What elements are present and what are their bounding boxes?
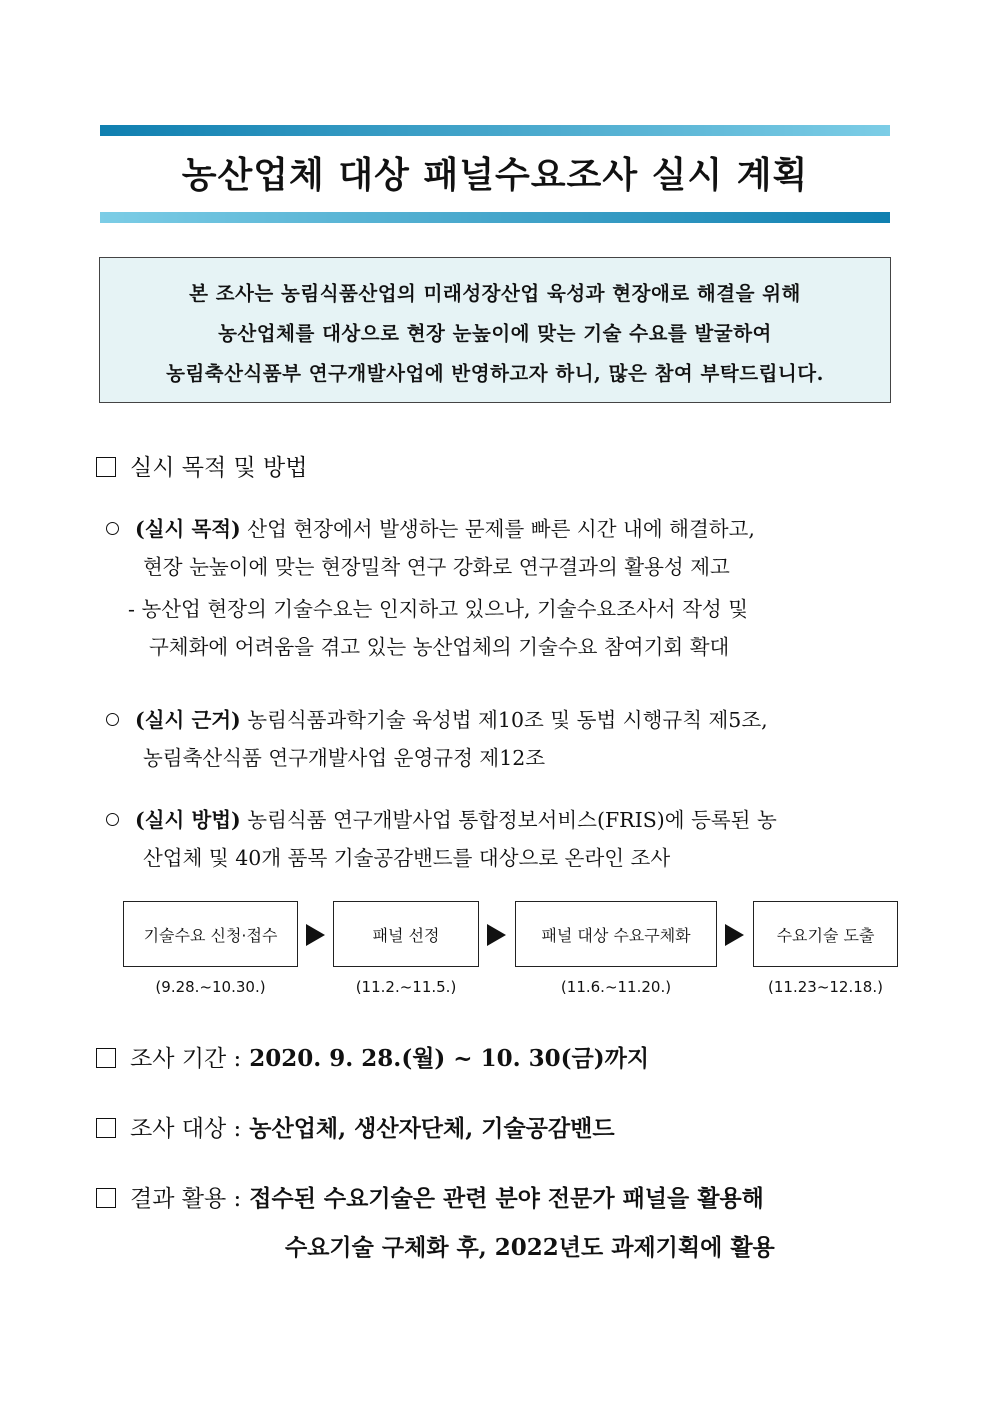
flow-date: (9.28.~10.30.): [155, 978, 266, 996]
intro-line: 농산업체를 대상으로 현장 눈높이에 맞는 기술 수요를 발굴하여: [218, 322, 772, 345]
flow-step-derive: 수요기술 도출: [753, 901, 898, 967]
section-result: [96, 1184, 764, 1214]
title-bar-bottom: [100, 212, 890, 223]
basis-line2: 농림축산식품 연구개발사업 운영규정 제12조: [143, 746, 546, 770]
result-label: 결과 활용 :: [130, 1186, 242, 1212]
flow-step-specify: 패널 대상 수요구체화: [515, 901, 717, 967]
result-value1: 접수된 수요기술은 관련 분야 전문가 패널을 활용해: [241, 1185, 764, 1212]
checkbox-square-icon: [96, 457, 116, 477]
purpose-line2: 현장 눈높이에 맞는 현장밀착 연구 강화로 연구결과의 활용성 제고: [143, 555, 730, 579]
period-value: 2020. 9. 28.(월) ~ 10. 30(금)까지: [241, 1045, 650, 1072]
target-label: 조사 대상 :: [130, 1116, 242, 1142]
intro-line: 본 조사는 농림식품산업의 미래성장산업 육성과 현장애로 해결을 위해: [189, 282, 801, 305]
flow-arrow-icon: [487, 924, 506, 946]
basis-label: (실시 근거): [135, 708, 241, 732]
flow-date: (11.6.~11.20.): [560, 978, 672, 996]
intro-box: [99, 257, 891, 403]
basis-item: [106, 701, 896, 777]
flow-step-apply: 기술수요 신청·접수: [123, 901, 298, 967]
flow-date: (11.2.~11.5.): [355, 978, 457, 996]
section-period: [96, 1044, 649, 1074]
checkbox-square-icon: [96, 1188, 116, 1208]
section-target: [96, 1114, 615, 1144]
circle-bullet-icon: [106, 713, 119, 726]
circle-bullet-icon: [106, 813, 119, 826]
circle-bullet-icon: [106, 522, 119, 535]
result-value2: 수요기술 구체화 후, 2022년도 과제기획에 활용: [285, 1234, 775, 1261]
checkbox-square-icon: [96, 1048, 116, 1068]
flow-step-select: 패널 선정: [333, 901, 479, 967]
flow-arrow-icon: [725, 924, 744, 946]
checkbox-square-icon: [96, 1118, 116, 1138]
period-label: 조사 기간 :: [130, 1046, 242, 1072]
method-line1: 농림식품 연구개발사업 통합정보서비스(FRIS)에 등록된 농: [240, 808, 777, 832]
method-item: [106, 801, 896, 877]
method-line2: 산업체 및 40개 품목 기술공감밴드를 대상으로 온라인 조사: [143, 846, 671, 870]
purpose-line1: 산업 현장에서 발생하는 문제를 빠른 시간 내에 해결하고,: [240, 517, 755, 541]
section-heading-purpose: [96, 453, 307, 483]
section-heading-text: 실시 목적 및 방법: [130, 455, 308, 481]
flow-date: (11.23~12.18.): [768, 978, 883, 996]
intro-line: 농림축산식품부 연구개발사업에 반영하고자 하니, 많은 참여 부탁드립니다.: [166, 362, 824, 385]
purpose-sub2: 구체화에 어려움을 겪고 있는 농산업체의 기술수요 참여기회 확대: [149, 635, 730, 659]
purpose-sub1: - 농산업 현장의 기술수요는 인지하고 있으나, 기술수요조사서 작성 및: [128, 597, 749, 621]
title-bar-top: [100, 125, 890, 136]
method-label: (실시 방법): [135, 808, 241, 832]
page-title: 농산업체 대상 패널수요조사 실시 계획: [181, 155, 809, 196]
purpose-label: (실시 목적): [135, 517, 241, 541]
purpose-item: [106, 510, 896, 666]
target-value: 농산업체, 생산자단체, 기술공감밴드: [241, 1115, 615, 1142]
flow-arrow-icon: [306, 924, 325, 946]
basis-line1: 농림식품과학기술 육성법 제10조 및 동법 시행규칙 제5조,: [240, 708, 768, 732]
